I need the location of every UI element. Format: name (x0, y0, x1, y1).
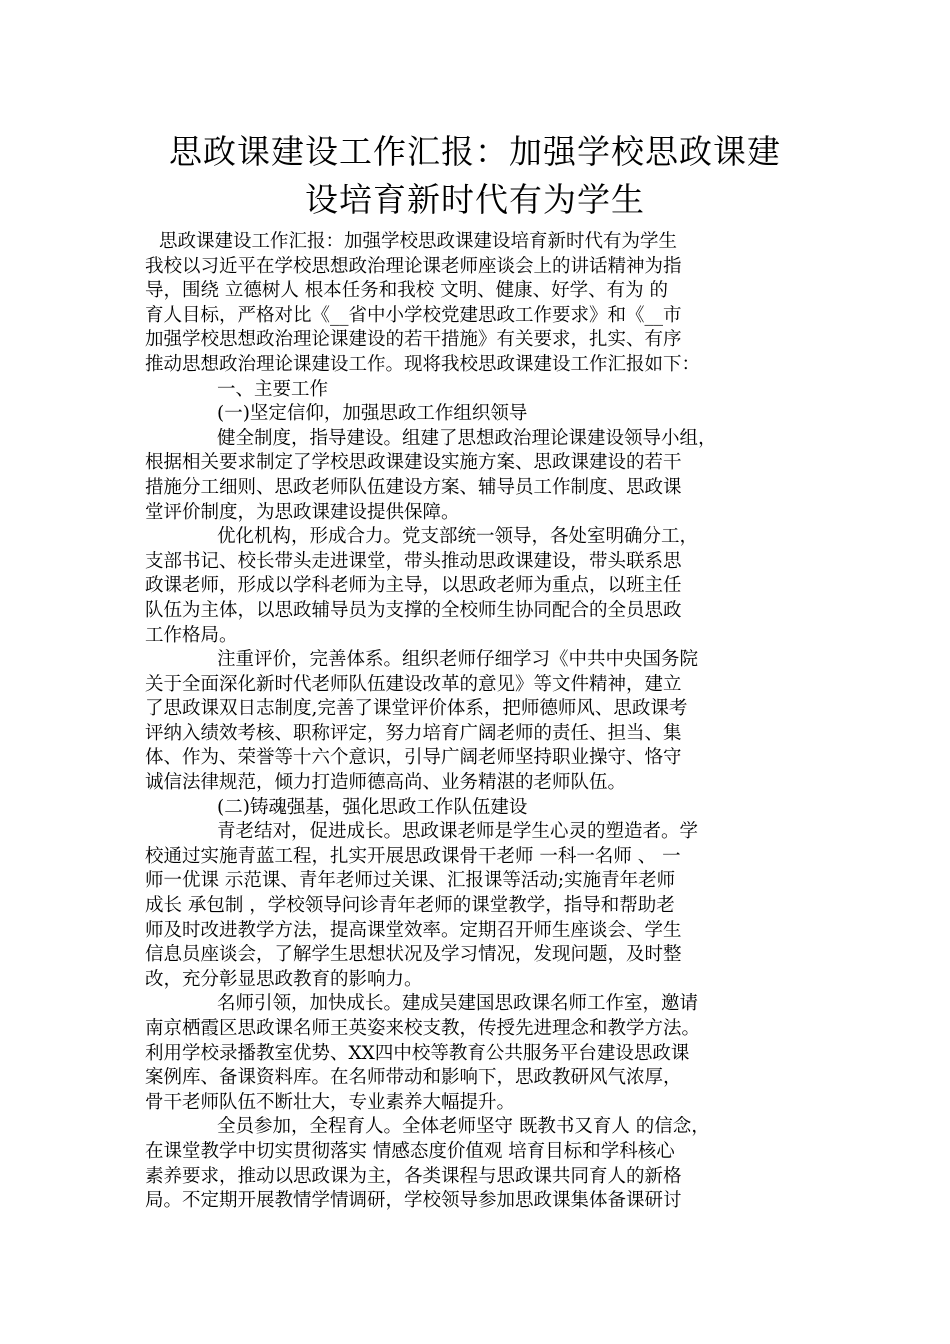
text-line: 体、作为、荣誉等十六个意识，引导广阔老师坚持职业操守、恪守 (145, 747, 682, 769)
text-line: 局。不定期开展教情学情调研，学校领导参加思政课集体备课研讨 (145, 1190, 682, 1212)
text-line: 利用学校录播教室优势、XX四中校等教育公共服务平台建设思政课 (145, 1042, 690, 1064)
text-line: 队伍为主体，以思政辅导员为支撑的全校师生协同配合的全员思政 (145, 599, 682, 621)
text-line: 师一优课 示范课、青年老师过关课、汇报课等活动;实施青年老师 (145, 870, 676, 892)
text-line: 校通过实施青蓝工程，扎实开展思政课骨干老师 一科一名师 、 一 (145, 845, 681, 867)
text-line: 注重评价，完善体系。组织老师仔细学习《中共中央国务院 (217, 649, 699, 671)
text-line: 名师引领，加快成长。建成吴建国思政课名师工作室，邀请 (217, 993, 699, 1015)
text-line: 信息员座谈会，了解学生思想状况及学习情况，发现问题，及时整 (145, 944, 682, 966)
document-page (145, 128, 805, 1214)
text-line: 堂评价制度，为思政课建设提供保障。 (145, 501, 460, 523)
text-line: 评纳入绩效考核、职称评定，努力培育广阔老师的责任、担当、集 (145, 722, 682, 744)
text-line: 案例库、备课资料库。在名师带动和影响下，思政教研风气浓厚， (145, 1067, 682, 1089)
title-line-2: 设培育新时代有为学生 (305, 180, 645, 219)
text-line: 根据相关要求制定了学校思政课建设实施方案、思政课建设的若干 (145, 452, 682, 474)
text-line: 全员参加，全程育人。全体老师坚守 既教书又育人 的信念， (217, 1116, 710, 1138)
text-line: 加强学校思想政治理论课建设的若干措施》有关要求，扎实、有序 (145, 329, 682, 351)
text-line: 措施分工细则、思政老师队伍建设方案、辅导员工作制度、思政课 (145, 476, 682, 498)
text-line: 工作格局。 (145, 624, 238, 646)
text-line: 南京栖霞区思政课名师王英姿来校支教，传授先进理念和教学方法。 (145, 1018, 701, 1039)
text-line: 青老结对，促进成长。思政课老师是学生心灵的塑造者。学 (217, 821, 699, 843)
text-line: 导，围绕 立德树人 根本任务和我校 文明、健康、好学、有为 的 (145, 280, 669, 302)
text-line: 了思政课双日志制度,完善了课堂评价体系，把师德师风、思政课考 (145, 698, 688, 720)
text-line: 我校以习近平在学校思想政治理论课老师座谈会上的讲话精神为指 (145, 255, 682, 277)
text-line: 在课堂教学中切实贯彻落实 情感态度价值观 培育目标和学科核心 (145, 1140, 675, 1162)
text-line: 思政课建设工作汇报：加强学校思政课建设培育新时代有为学生 (159, 231, 678, 252)
text-line: (一)坚定信仰，加强思政工作组织领导 (217, 403, 528, 425)
text-line: 推动思想政治理论课建设工作。现将我校思政课建设工作汇报如下： (145, 353, 701, 375)
text-line: 骨干老师队伍不断壮大，专业素养大幅提升。 (145, 1091, 516, 1113)
text-line: 政课老师，形成以学科老师为主导，以思政老师为重点，以班主任 (145, 575, 682, 597)
text-line: 优化机构，形成合力。党支部统一领导，各处室明确分工， (217, 526, 699, 548)
text-line: 支部书记、校长带头走进课堂，带头推动思政课建设，带头联系思 (145, 550, 682, 572)
text-line: 成长 承包制 ，学校领导问诊青年老师的课堂教学，指导和帮助老 (145, 895, 675, 917)
text-line: 育人目标，严格对比《__省中小学校党建思政工作要求》和《__市 (145, 304, 682, 326)
text-line: 关于全面深化新时代老师队伍建设改革的意见》等文件精神，建立 (145, 673, 682, 695)
text-line: 素养要求，推动以思政课为主，各类课程与思政课共同育人的新格 (145, 1165, 682, 1187)
document-body (145, 230, 805, 1214)
text-line: (二)铸魂强基，强化思政工作队伍建设 (217, 796, 528, 818)
text-line: 师及时改进教学方法，提高课堂效率。定期召开师生座谈会、学生 (145, 919, 682, 941)
document-title (145, 128, 805, 224)
text-line: 改，充分彰显思政教育的影响力。 (145, 968, 423, 990)
text-line: 诚信法律规范，倾力打造师德高尚、业务精湛的老师队伍。 (145, 772, 627, 794)
title-line-1: 思政课建设工作汇报：加强学校思政课建 (169, 132, 781, 171)
text-line: 健全制度，指导建设。组建了思想政治理论课建设领导小组， (217, 427, 717, 449)
text-line: 一、主要工作 (217, 378, 329, 400)
